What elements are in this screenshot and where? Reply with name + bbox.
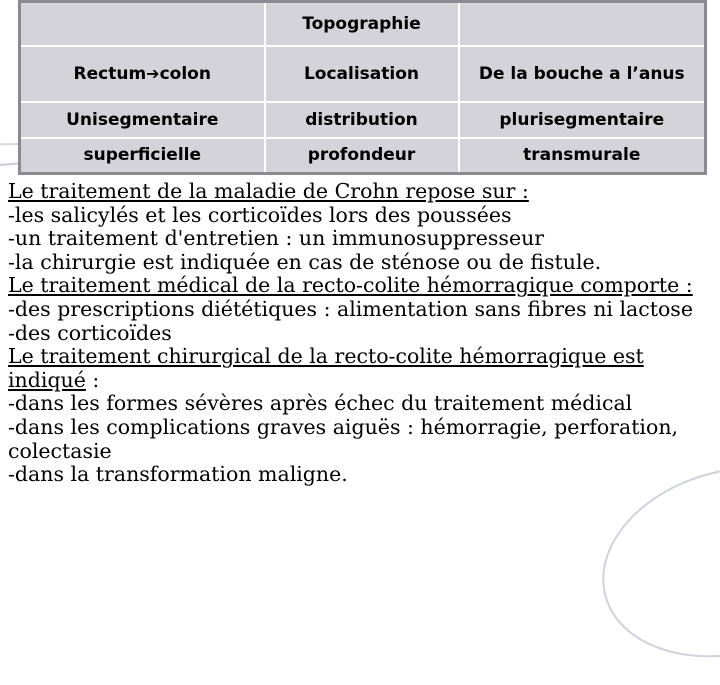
text-line: -dans la transformation maligne. bbox=[8, 462, 348, 487]
table-cell: Unisegmentaire bbox=[20, 102, 265, 138]
topography-table bbox=[18, 0, 707, 175]
table-row bbox=[20, 46, 706, 102]
table-cell-empty bbox=[20, 2, 265, 46]
table-cell-empty bbox=[459, 2, 706, 46]
cell-text: colon bbox=[159, 63, 211, 84]
section-heading-surgical bbox=[8, 345, 714, 392]
table-row bbox=[20, 2, 706, 46]
table-cell: De la bouche a l’anus bbox=[459, 46, 706, 102]
text-line: -la chirurgie est indiquée en cas de sténose ou de fistule. bbox=[8, 249, 602, 274]
right-arrow-icon: ➔ bbox=[146, 63, 160, 83]
table-header-cell: Topographie bbox=[265, 2, 459, 46]
heading-tail: : bbox=[85, 367, 100, 392]
heading-underlined: Le traitement chirurgical de la recto-colite hémorragique est indiqué bbox=[8, 344, 644, 392]
table-cell: profondeur bbox=[265, 138, 459, 174]
table-cell: distribution bbox=[265, 102, 459, 138]
table-cell: Localisation bbox=[265, 46, 459, 102]
table-cell: superficielle bbox=[20, 138, 265, 174]
table-cell: transmurale bbox=[459, 138, 706, 174]
treatment-text bbox=[8, 180, 714, 487]
text-line: -dans les formes sévères après échec du traitement médical bbox=[8, 391, 633, 416]
section-heading-medical: Le traitement médical de la recto-colite hémorragique comporte : bbox=[8, 273, 693, 298]
text-line: -des corticoïdes bbox=[8, 320, 172, 345]
table-row bbox=[20, 102, 706, 138]
table-cell: plurisegmentaire bbox=[459, 102, 706, 138]
table-row bbox=[20, 138, 706, 174]
text-line: -dans les complications graves aiguës : hémorragie, perforation, colectasie bbox=[8, 414, 679, 463]
table-cell bbox=[20, 46, 265, 102]
text-line: -un traitement d'entretien : un immunosuppresseur bbox=[8, 226, 545, 251]
cell-text: Rectum bbox=[73, 63, 147, 84]
section-heading-crohn: Le traitement de la maladie de Crohn repose sur : bbox=[8, 179, 529, 203]
text-line: -les salicylés et les corticoïdes lors des poussées bbox=[8, 202, 512, 227]
text-line: -des prescriptions diététiques : alimentation sans fibres ni lactose bbox=[8, 296, 693, 321]
